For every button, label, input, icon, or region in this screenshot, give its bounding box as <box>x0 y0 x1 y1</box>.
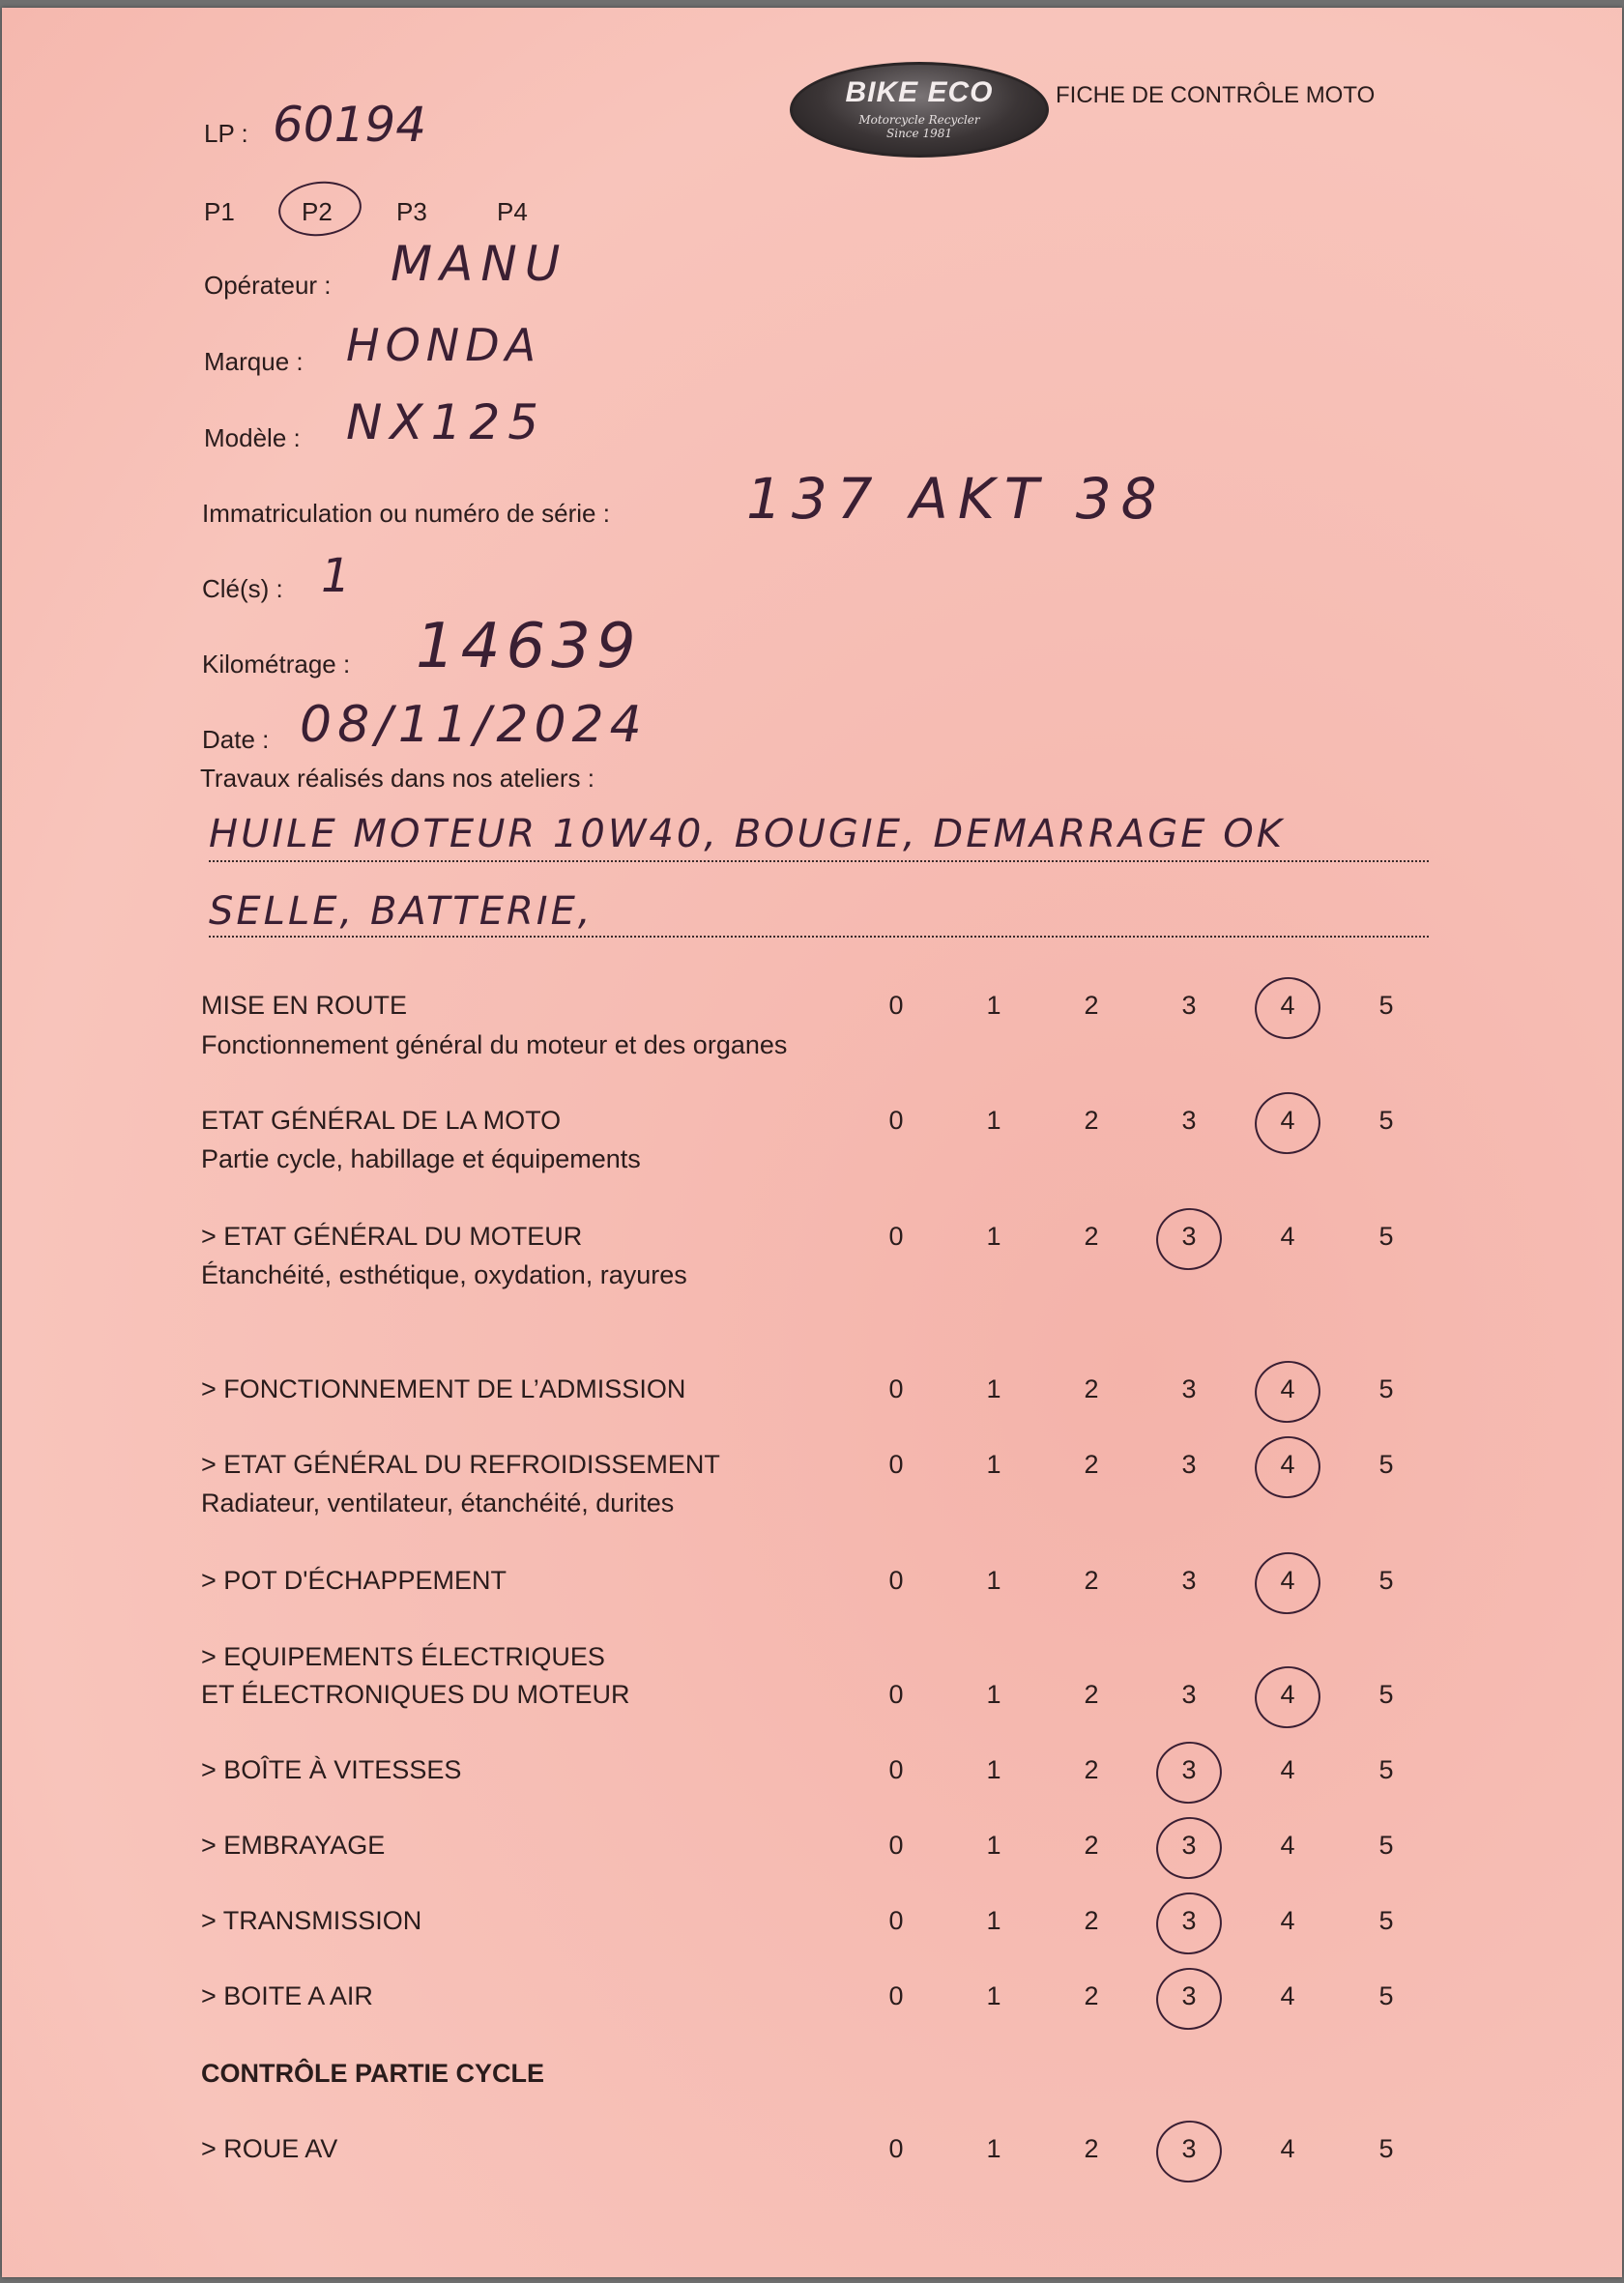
rating-option-4: 4 <box>1280 1450 1295 1479</box>
rating-selected-circle <box>1151 2116 1227 2188</box>
check-title: > BOITE A AIR <box>201 1981 373 2010</box>
work-line1: HUILE MOTEUR 10W40, BOUGIE, DEMARRAGE OK <box>209 812 1285 856</box>
check-subtitle: Radiateur, ventilateur, étanchéité, durites <box>201 1488 675 1517</box>
model-value: NX125 <box>346 394 547 450</box>
rating-option-0: 0 <box>888 1106 904 1135</box>
rating-option-4: 4 <box>1280 1374 1295 1403</box>
rating-option-3: 3 <box>1181 1831 1197 1860</box>
check-title: > EMBRAYAGE <box>201 1831 386 1860</box>
rating-option-2: 2 <box>1084 991 1099 1020</box>
work-dotted-line-2 <box>209 936 1429 938</box>
rating-option-5: 5 <box>1378 1680 1394 1709</box>
priority-p2: P2 <box>302 197 333 226</box>
check-subtitle: Fonctionnement général du moteur et des organes <box>201 1030 788 1059</box>
check-title: > EQUIPEMENTS ÉLECTRIQUES <box>201 1642 605 1671</box>
rating-option-2: 2 <box>1084 1755 1099 1784</box>
keys-value: 1 <box>321 549 351 603</box>
rating-option-2: 2 <box>1084 1566 1099 1595</box>
rating-option-1: 1 <box>986 991 1001 1020</box>
rating-option-5: 5 <box>1378 1981 1394 2010</box>
rating-option-4: 4 <box>1280 1106 1295 1135</box>
rating-selected-circle <box>1151 1203 1227 1276</box>
rating-option-4: 4 <box>1280 1566 1295 1595</box>
rating-selected-circle <box>1151 1963 1227 2036</box>
date-label: Date : <box>202 725 270 754</box>
rating-selected-circle <box>1151 1888 1227 1960</box>
control-sheet <box>2 8 1622 2277</box>
rating-option-1: 1 <box>986 1981 1001 2010</box>
rating-option-5: 5 <box>1378 1755 1394 1784</box>
rating-option-4: 4 <box>1280 1755 1295 1784</box>
logo-line1: Motorcycle Recycler <box>858 113 980 127</box>
rating-option-4: 4 <box>1280 1222 1295 1251</box>
priority-p3: P3 <box>396 197 427 226</box>
check-title: > TRANSMISSION <box>201 1906 422 1935</box>
rating-option-4: 4 <box>1280 1831 1295 1860</box>
rating-option-3: 3 <box>1181 1755 1197 1784</box>
rating-option-5: 5 <box>1378 1906 1394 1935</box>
rating-option-3: 3 <box>1181 1450 1197 1479</box>
work-label: Travaux réalisés dans nos ateliers : <box>200 764 595 793</box>
rating-option-4: 4 <box>1280 1906 1295 1935</box>
bike-eco-logo <box>790 62 1049 158</box>
rating-option-5: 5 <box>1378 2134 1394 2163</box>
rating-selected-circle <box>1250 1547 1325 1620</box>
rating-selected-circle <box>1250 972 1325 1045</box>
rating-selected-circle <box>1250 1662 1325 1734</box>
rating-option-5: 5 <box>1378 1222 1394 1251</box>
brand-label: Marque : <box>204 347 304 376</box>
rating-option-5: 5 <box>1378 991 1394 1020</box>
rating-option-3: 3 <box>1181 1106 1197 1135</box>
check-subtitle: Partie cycle, habillage et équipements <box>201 1144 641 1173</box>
check-subtitle: ET ÉLECTRONIQUES DU MOTEUR <box>201 1680 630 1709</box>
registration-label: Immatriculation ou numéro de série : <box>202 499 610 528</box>
rating-option-0: 0 <box>888 1906 904 1935</box>
lp-value: 60194 <box>273 97 427 153</box>
lp-label: LP : <box>204 119 248 148</box>
cycle-section-heading: CONTRÔLE PARTIE CYCLE <box>201 2059 545 2088</box>
rating-option-2: 2 <box>1084 1680 1099 1709</box>
work-dotted-line-1 <box>209 860 1429 862</box>
rating-option-0: 0 <box>888 1680 904 1709</box>
priority-p4: P4 <box>497 197 528 226</box>
rating-selected-circle <box>1151 1737 1227 1809</box>
check-title: MISE EN ROUTE <box>201 991 408 1020</box>
rating-option-1: 1 <box>986 1106 1001 1135</box>
sheet-title: FICHE DE CONTRÔLE MOTO <box>1056 82 1376 108</box>
rating-option-1: 1 <box>986 1831 1001 1860</box>
logo-subtext <box>793 113 1046 140</box>
rating-option-0: 0 <box>888 1831 904 1860</box>
mileage-label: Kilométrage : <box>202 650 351 679</box>
priority-selected-circle <box>276 178 363 241</box>
rating-option-5: 5 <box>1378 1374 1394 1403</box>
work-line2: SELLE, BATTERIE, <box>209 889 594 934</box>
operator-value: MANU <box>391 236 568 292</box>
rating-option-3: 3 <box>1181 1222 1197 1251</box>
date-value: 08/11/2024 <box>300 696 648 754</box>
keys-label: Clé(s) : <box>202 574 283 603</box>
check-title: > ROUE AV <box>201 2134 338 2163</box>
registration-value: 137 AKT 38 <box>746 466 1167 532</box>
rating-option-0: 0 <box>888 1755 904 1784</box>
rating-option-2: 2 <box>1084 1374 1099 1403</box>
logo-line2: Since 1981 <box>886 127 952 140</box>
rating-option-2: 2 <box>1084 1222 1099 1251</box>
rating-selected-circle <box>1250 1356 1325 1429</box>
model-label: Modèle : <box>204 423 301 452</box>
check-subtitle: Étanchéité, esthétique, oxydation, rayures <box>201 1260 687 1289</box>
rating-option-3: 3 <box>1181 1566 1197 1595</box>
rating-option-3: 3 <box>1181 1906 1197 1935</box>
rating-option-1: 1 <box>986 1566 1001 1595</box>
rating-option-3: 3 <box>1181 991 1197 1020</box>
rating-option-1: 1 <box>986 1374 1001 1403</box>
check-title: > POT D'ÉCHAPPEMENT <box>201 1566 507 1595</box>
mileage-value: 14639 <box>416 611 642 682</box>
rating-option-5: 5 <box>1378 1831 1394 1860</box>
logo-main-text: BIKE ECO <box>845 76 994 108</box>
rating-option-3: 3 <box>1181 1981 1197 2010</box>
rating-option-2: 2 <box>1084 1906 1099 1935</box>
rating-option-3: 3 <box>1181 2134 1197 2163</box>
rating-option-2: 2 <box>1084 1981 1099 2010</box>
rating-option-0: 0 <box>888 991 904 1020</box>
check-title: > ETAT GÉNÉRAL DU REFROIDISSEMENT <box>201 1450 720 1479</box>
rating-option-1: 1 <box>986 1450 1001 1479</box>
rating-option-0: 0 <box>888 1566 904 1595</box>
rating-option-2: 2 <box>1084 1831 1099 1860</box>
rating-option-5: 5 <box>1378 1106 1394 1135</box>
operator-label: Opérateur : <box>204 271 332 300</box>
rating-option-4: 4 <box>1280 1981 1295 2010</box>
rating-option-5: 5 <box>1378 1450 1394 1479</box>
rating-option-0: 0 <box>888 2134 904 2163</box>
rating-option-1: 1 <box>986 1906 1001 1935</box>
rating-option-0: 0 <box>888 1222 904 1251</box>
rating-option-1: 1 <box>986 2134 1001 2163</box>
rating-option-4: 4 <box>1280 2134 1295 2163</box>
rating-selected-circle <box>1250 1431 1325 1504</box>
rating-selected-circle <box>1151 1812 1227 1885</box>
rating-option-0: 0 <box>888 1374 904 1403</box>
rating-option-2: 2 <box>1084 2134 1099 2163</box>
check-title: > ETAT GÉNÉRAL DU MOTEUR <box>201 1222 583 1251</box>
rating-option-4: 4 <box>1280 1680 1295 1709</box>
rating-option-0: 0 <box>888 1981 904 2010</box>
rating-option-1: 1 <box>986 1222 1001 1251</box>
rating-selected-circle <box>1250 1087 1325 1160</box>
check-title: > BOÎTE À VITESSES <box>201 1755 462 1784</box>
rating-option-2: 2 <box>1084 1106 1099 1135</box>
rating-option-3: 3 <box>1181 1374 1197 1403</box>
rating-option-4: 4 <box>1280 991 1295 1020</box>
brand-value: HONDA <box>346 319 542 371</box>
priority-p1: P1 <box>204 197 235 226</box>
rating-option-0: 0 <box>888 1450 904 1479</box>
rating-option-2: 2 <box>1084 1450 1099 1479</box>
check-title: > FONCTIONNEMENT DE L’ADMISSION <box>201 1374 686 1403</box>
rating-option-5: 5 <box>1378 1566 1394 1595</box>
check-title: ETAT GÉNÉRAL DE LA MOTO <box>201 1106 562 1135</box>
rating-option-3: 3 <box>1181 1680 1197 1709</box>
rating-option-1: 1 <box>986 1680 1001 1709</box>
rating-option-1: 1 <box>986 1755 1001 1784</box>
